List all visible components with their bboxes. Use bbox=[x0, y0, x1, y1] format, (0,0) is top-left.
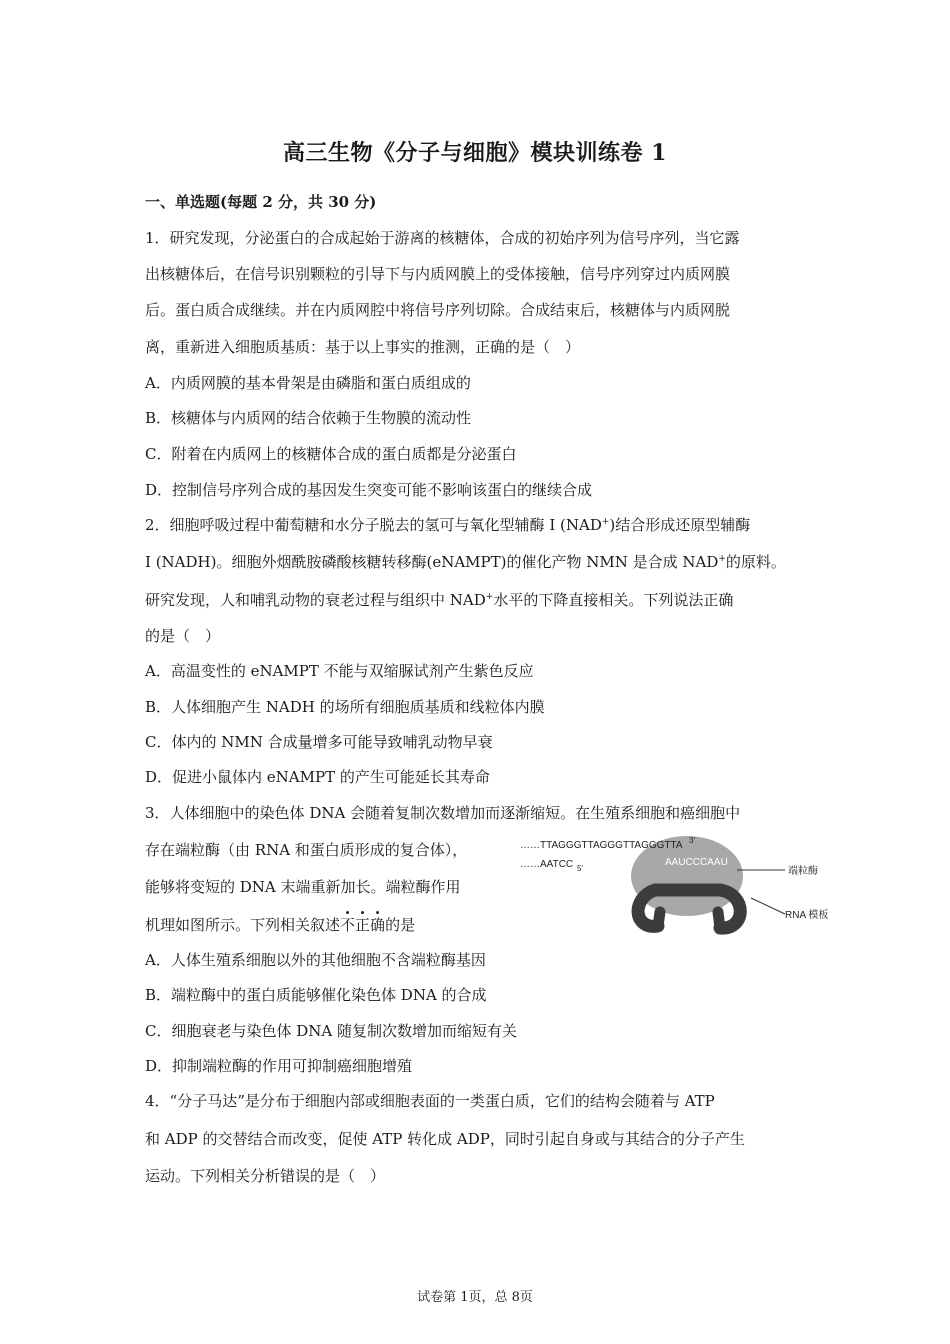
q4-stem-line: 运动。下列相关分析错误的是（ ） bbox=[145, 1167, 386, 1185]
q2-stem-line: 研究发现，人和哺乳动物的衰老过程与组织中 NAD+水平的下降直接相关。下列说法正确 bbox=[145, 591, 734, 609]
q3-option-d: D．抑制端粒酶的作用可抑制癌细胞增殖 bbox=[145, 1057, 413, 1075]
q3-stem-line: 机理如图所示。下列相关叙述不正确的是 bbox=[145, 916, 416, 934]
label-telomerase: 端粒酶 bbox=[788, 866, 818, 877]
rna-band-end bbox=[718, 912, 720, 928]
q1-option-a: A．内质网膜的基本骨架是由磷脂和蛋白质组成的 bbox=[145, 374, 471, 392]
telomerase-diagram bbox=[515, 830, 845, 940]
q3-option-a: A．人体生殖系细胞以外的其他细胞不含端粒酶基因 bbox=[145, 951, 486, 969]
label-rna-template: RNA 模板 bbox=[785, 910, 829, 921]
emphasis-char: 确 bbox=[370, 916, 386, 934]
q1-stem-line: 1．研究发现，分泌蛋白的合成起始于游离的核糖体，合成的初始序列为信号序列，当它露 bbox=[145, 229, 740, 247]
q1-stem-line: 后。蛋白质合成继续。并在内质网腔中将信号序列切除。合成结束后，核糖体与内质网脱 bbox=[145, 301, 731, 319]
q1-stem-line: 出核糖体后，在信号识别颗粒的引导下与内质网膜上的受体接触，信号序列穿过内质网膜 bbox=[145, 265, 731, 283]
template-leader-line bbox=[751, 898, 785, 914]
q2-option-d: D．促进小鼠体内 eNAMPT 的产生可能延长其寿命 bbox=[145, 768, 490, 786]
q1-option-c: C．附着在内质网上的核糖体合成的蛋白质都是分泌蛋白 bbox=[145, 445, 517, 463]
q2-stem-line: 的是（ ） bbox=[145, 627, 221, 645]
q3-option-b: B．端粒酶中的蛋白质能够催化染色体 DNA 的合成 bbox=[145, 986, 487, 1004]
q2-option-b: B．人体细胞产生 NADH 的场所有细胞质基质和线粒体内膜 bbox=[145, 698, 545, 716]
emphasis-char: 不 bbox=[340, 916, 356, 934]
q1-option-b: B．核糖体与内质网的结合依赖于生物膜的流动性 bbox=[145, 409, 472, 427]
q3-stem-line: 3．人体细胞中的染色体 DNA 会随着复制次数增加而逐渐缩短。在生殖系细胞和癌细胞中 bbox=[145, 804, 741, 822]
q2-stem-line: 2．细胞呼吸过程中葡萄糖和水分子脱去的氢可与氧化型辅酶 I (NAD+)结合形成还原型辅酶 bbox=[145, 516, 751, 534]
q1-option-d: D．控制信号序列合成的基因发生突变可能不影响该蛋白的继续合成 bbox=[145, 481, 593, 499]
q3-option-c: C．细胞衰老与染色体 DNA 随复制次数增加而缩短有关 bbox=[145, 1022, 517, 1040]
page-title: 高三生物《分子与细胞》模块训练卷 1 bbox=[283, 140, 667, 166]
q2-option-c: C．体内的 NMN 合成量增多可能导致哺乳动物早衰 bbox=[145, 733, 493, 751]
q4-stem-line: 4．“分子马达”是分布于细胞内部或细胞表面的一类蛋白质，它们的结构会随着与 ATP bbox=[145, 1092, 715, 1110]
rna-sequence: AAUCCCAAU bbox=[665, 857, 728, 868]
section-heading: 一、单选题(每题 2 分，共 30 分) bbox=[145, 193, 377, 211]
page-footer: 试卷第 1页，总 8页 bbox=[417, 1290, 533, 1305]
emphasis-char: 正 bbox=[355, 916, 371, 934]
dna-bottom-strand: ……AATCC bbox=[520, 859, 574, 870]
q3-stem-line: 能够将变短的 DNA 末端重新加长。端粒酶作用 bbox=[145, 878, 461, 896]
q3-stem-line: 存在端粒酶（由 RNA 和蛋白质形成的复合体）， bbox=[145, 841, 468, 859]
q1-stem-line: 离，重新进入细胞质基质：基于以上事实的推测，正确的是（ ） bbox=[145, 338, 581, 356]
q2-stem-line: I (NADH)。细胞外烟酰胺磷酸核糖转移酶(eNAMPT)的催化产物 NMN 是合成 NAD+的原料。 bbox=[145, 553, 786, 571]
dna-top-strand: ……TTAGGGTTAGGGTTAGGGTTA bbox=[520, 840, 683, 851]
q4-stem-line: 和 ADP 的交替结合而改变，促使 ATP 转化成 ADP，同时引起自身或与其结合的分子产生 bbox=[145, 1130, 745, 1148]
dna-bottom-end: 5′ bbox=[577, 864, 583, 873]
q2-option-a: A．高温变性的 eNAMPT 不能与双缩脲试剂产生紫色反应 bbox=[145, 662, 534, 680]
telomerase-figure bbox=[515, 830, 845, 940]
dna-top-end: 3′ bbox=[689, 836, 695, 845]
rna-band-end bbox=[658, 912, 660, 926]
